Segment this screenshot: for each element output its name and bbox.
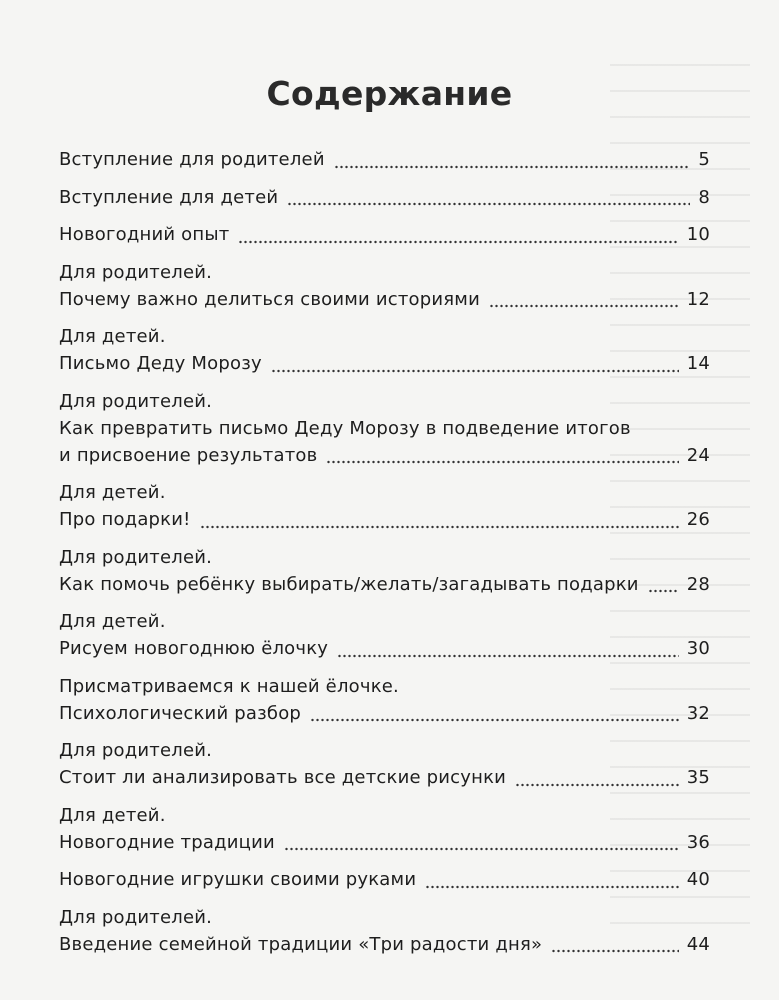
- toc-entry-heading: Как превратить письмо Деду Морозу в подведение итогов: [59, 417, 631, 439]
- toc-entry-row: [59, 931, 710, 958]
- toc-entry-row: [59, 146, 710, 173]
- dot-leader: [515, 783, 679, 787]
- page-number: 26: [686, 509, 710, 530]
- toc-entry: [59, 259, 710, 313]
- dot-leader: [271, 369, 679, 373]
- toc-entry-title: Новогодние игрушки своими руками: [59, 869, 417, 890]
- toc-entry-row: [59, 221, 710, 248]
- toc-entry: [59, 388, 710, 469]
- page-number: 36: [686, 831, 710, 853]
- page-number: 32: [686, 702, 710, 724]
- toc-entry-title: Вступление для детей: [59, 186, 279, 208]
- toc-entry: [59, 221, 710, 248]
- toc-entry: [59, 479, 710, 533]
- toc-entry-title: Введение семейной традиции «Три радости дня»: [59, 933, 543, 955]
- toc-entry-heading: Для детей.: [59, 804, 166, 826]
- toc-entry-title: Новогодние традиции: [59, 831, 275, 853]
- toc-entry-heading: Для детей.: [59, 611, 166, 632]
- toc-entry: [59, 737, 710, 791]
- dot-leader: [284, 847, 679, 851]
- page-number: 28: [686, 573, 710, 595]
- toc-entry-row: [59, 442, 710, 469]
- page-number: 12: [686, 288, 710, 310]
- toc-entry-row: [59, 506, 710, 533]
- page-number: 10: [686, 224, 710, 245]
- dot-leader: [326, 460, 678, 464]
- toc-entry: [59, 146, 710, 173]
- toc-entry-title: и присвоение результатов: [59, 444, 318, 466]
- dot-leader: [337, 654, 679, 658]
- dot-leader: [425, 885, 678, 889]
- toc-entry-heading: Для родителей.: [59, 390, 213, 412]
- dot-leader: [648, 589, 679, 593]
- toc-entry: [59, 323, 710, 377]
- dot-leader: [200, 525, 679, 529]
- toc-entry: [59, 544, 710, 598]
- toc-entry-title: Психологический разбор: [59, 702, 302, 724]
- toc-entry-heading: Для детей.: [59, 326, 166, 347]
- toc-entry-title: Как помочь ребёнку выбирать/желать/загадывать подарки: [59, 573, 639, 595]
- toc-entry-heading: Для родителей.: [59, 546, 213, 568]
- dot-leader: [238, 240, 678, 244]
- dot-leader: [310, 718, 679, 722]
- toc-entry-title: Про подарки!: [59, 509, 191, 530]
- table-of-contents: [59, 146, 710, 958]
- toc-entry-row: [59, 184, 710, 211]
- dot-leader: [551, 949, 678, 953]
- toc-entry: [59, 184, 710, 211]
- toc-entry-title: Стоит ли анализировать все детские рисунки: [59, 767, 507, 788]
- page-number: 24: [686, 444, 710, 466]
- toc-entry-title: Почему важно делиться своими историями: [59, 288, 480, 310]
- page-number: 30: [686, 638, 710, 659]
- toc-entry-title: Письмо Деду Морозу: [59, 353, 262, 374]
- toc-entry-title: Рисуем новогоднюю ёлочку: [59, 638, 329, 659]
- toc-entry-row: [59, 571, 710, 598]
- toc-entry-heading: Для родителей.: [59, 740, 213, 761]
- page-number: 44: [686, 933, 710, 955]
- toc-entry-row: [59, 350, 710, 377]
- toc-entry-heading: Для детей.: [59, 482, 166, 503]
- page-number: 5: [698, 149, 710, 170]
- toc-entry-row: [59, 829, 710, 856]
- toc-entry: [59, 608, 710, 662]
- toc-entry: [59, 904, 710, 958]
- toc-entry-row: [59, 764, 710, 791]
- toc-entry: [59, 866, 710, 893]
- dot-leader: [287, 202, 690, 206]
- toc-entry-heading: Для родителей.: [59, 261, 213, 283]
- toc-entry-title: Вступление для родителей: [59, 149, 325, 170]
- page-title: Содержание: [266, 74, 513, 113]
- toc-entry: [59, 673, 710, 727]
- dot-leader: [489, 304, 679, 308]
- toc-entry-heading: Для родителей.: [59, 906, 213, 928]
- toc-entry-title: Новогодний опыт: [59, 224, 230, 245]
- toc-entry: [59, 802, 710, 856]
- page-number: 40: [686, 869, 710, 890]
- page-number: 35: [686, 767, 710, 788]
- toc-entry-row: [59, 635, 710, 662]
- toc-entry-heading: Присматриваемся к нашей ёлочке.: [59, 675, 399, 697]
- toc-entry-row: [59, 866, 710, 893]
- toc-entry-row: [59, 700, 710, 727]
- page-number: 8: [698, 186, 710, 208]
- dot-leader: [334, 165, 691, 169]
- page-number: 14: [686, 353, 710, 374]
- toc-entry-row: [59, 286, 710, 313]
